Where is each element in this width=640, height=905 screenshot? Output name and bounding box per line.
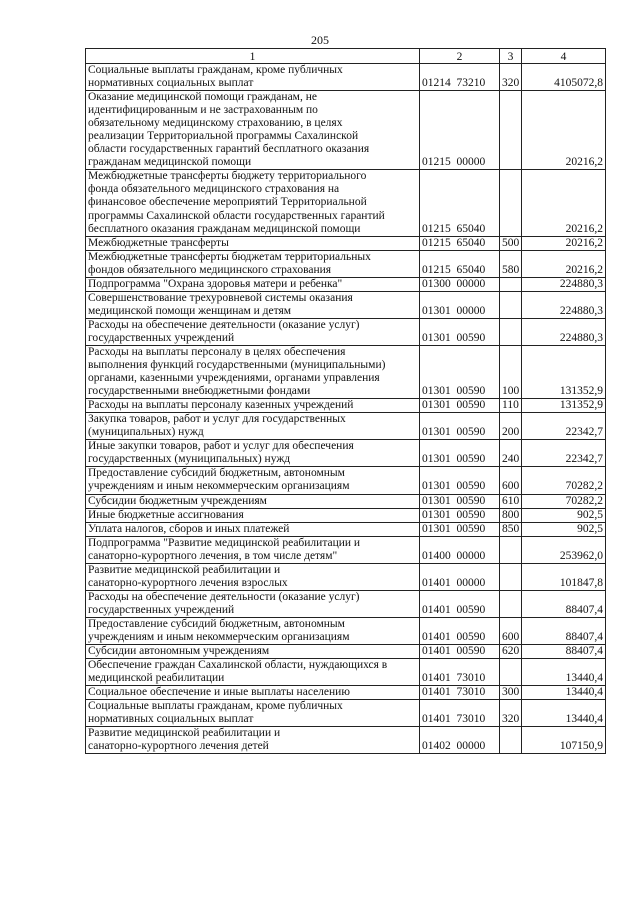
row-expense-type-cell: 600 [500, 617, 522, 644]
table-row [86, 645, 606, 659]
row-name-cell: Предоставление субсидий бюджетным, автономным учреждениям и иным некоммерческим организациям [86, 617, 420, 644]
row-code-cell: 01402 00000 [420, 727, 500, 754]
row-sum-cell: 253962,0 [522, 536, 606, 563]
row-sum-cell: 20216,2 [522, 250, 606, 277]
row-name-cell: Подпрограмма "Охрана здоровья матери и ребенка" [86, 277, 420, 291]
table-row [86, 440, 606, 467]
table-header [86, 49, 606, 64]
row-sum-cell: 902,5 [522, 508, 606, 522]
row-name-cell: Расходы на выплаты персоналу казенных учреждений [86, 399, 420, 413]
row-sum-cell: 101847,8 [522, 563, 606, 590]
row-expense-type-cell [500, 170, 522, 236]
table-row [86, 659, 606, 686]
table-row [86, 617, 606, 644]
row-sum-cell: 20216,2 [522, 236, 606, 250]
row-expense-type-cell [500, 590, 522, 617]
column-header-name: 1 [86, 49, 420, 64]
row-code-cell: 01301 00590 [420, 399, 500, 413]
row-sum-cell: 88407,4 [522, 645, 606, 659]
row-expense-type-cell [500, 536, 522, 563]
row-name-cell: Социальное обеспечение и иные выплаты населению [86, 686, 420, 700]
table-row [86, 494, 606, 508]
row-expense-type-cell: 110 [500, 399, 522, 413]
row-sum-cell: 13440,4 [522, 659, 606, 686]
row-name-cell: Уплата налогов, сборов и иных платежей [86, 522, 420, 536]
row-code-cell: 01301 00590 [420, 467, 500, 494]
row-expense-type-cell: 620 [500, 645, 522, 659]
row-code-cell: 01401 73010 [420, 659, 500, 686]
row-name-cell: Межбюджетные трансферты бюджету территориального фонда обязательного медицинского страхования на финансовое обеспечение мероприятий Территориальной программы Сахалинской области государственных гарантий бесплатного оказания гражданам медицинской помощи [86, 170, 420, 236]
row-code-cell: 01215 00000 [420, 91, 500, 170]
table-row [86, 590, 606, 617]
column-header-code: 2 [420, 49, 500, 64]
row-sum-cell: 13440,4 [522, 686, 606, 700]
row-name-cell: Социальные выплаты гражданам, кроме публичных нормативных социальных выплат [86, 64, 420, 91]
row-code-cell: 01215 65040 [420, 236, 500, 250]
table-row [86, 467, 606, 494]
row-name-cell: Иные бюджетные ассигнования [86, 508, 420, 522]
row-sum-cell: 88407,4 [522, 590, 606, 617]
row-sum-cell: 70282,2 [522, 467, 606, 494]
row-sum-cell: 107150,9 [522, 727, 606, 754]
row-code-cell: 01300 00000 [420, 277, 500, 291]
row-expense-type-cell [500, 727, 522, 754]
row-name-cell: Социальные выплаты гражданам, кроме публичных нормативных социальных выплат [86, 700, 420, 727]
page-number: 205 [311, 33, 329, 47]
row-expense-type-cell [500, 91, 522, 170]
row-expense-type-cell: 300 [500, 686, 522, 700]
row-sum-cell: 224880,3 [522, 291, 606, 318]
row-name-cell: Субсидии бюджетным учреждениям [86, 494, 420, 508]
row-sum-cell: 22342,7 [522, 440, 606, 467]
row-code-cell: 01301 00590 [420, 522, 500, 536]
row-expense-type-cell: 100 [500, 345, 522, 398]
row-sum-cell: 224880,3 [522, 277, 606, 291]
row-sum-cell: 902,5 [522, 522, 606, 536]
row-code-cell: 01401 00590 [420, 645, 500, 659]
row-sum-cell: 131352,9 [522, 345, 606, 398]
row-expense-type-cell: 800 [500, 508, 522, 522]
row-code-cell: 01301 00590 [420, 413, 500, 440]
row-expense-type-cell: 610 [500, 494, 522, 508]
row-code-cell: 01401 73010 [420, 686, 500, 700]
row-name-cell: Субсидии автономным учреждениям [86, 645, 420, 659]
row-code-cell: 01401 00590 [420, 617, 500, 644]
row-expense-type-cell [500, 659, 522, 686]
row-expense-type-cell: 580 [500, 250, 522, 277]
row-code-cell: 01401 73010 [420, 700, 500, 727]
table-row [86, 399, 606, 413]
row-code-cell: 01301 00590 [420, 508, 500, 522]
row-name-cell: Оказание медицинской помощи гражданам, не идентифицированным и не застрахованным по обязательному медицинскому страхованию, в целях реализации Территориальной программы Сахалинской области государственных гарантий бесплатного оказания гражданам медицинской помощи [86, 91, 420, 170]
table-row [86, 686, 606, 700]
row-expense-type-cell: 200 [500, 413, 522, 440]
row-code-cell: 01301 00000 [420, 291, 500, 318]
row-expense-type-cell: 320 [500, 700, 522, 727]
row-sum-cell: 70282,2 [522, 494, 606, 508]
table-row [86, 563, 606, 590]
row-sum-cell: 224880,3 [522, 318, 606, 345]
table-row [86, 170, 606, 236]
row-code-cell: 01301 00590 [420, 440, 500, 467]
column-header-sum: 4 [522, 49, 606, 64]
table-row [86, 250, 606, 277]
table-row [86, 91, 606, 170]
budget-table [85, 48, 606, 754]
table-row [86, 700, 606, 727]
row-name-cell: Обеспечение граждан Сахалинской области, нуждающихся в медицинской реабилитации [86, 659, 420, 686]
table-row [86, 727, 606, 754]
row-expense-type-cell: 240 [500, 440, 522, 467]
table-row [86, 413, 606, 440]
row-name-cell: Закупка товаров, работ и услуг для государственных (муниципальных) нужд [86, 413, 420, 440]
row-name-cell: Развитие медицинской реабилитации и санаторно-курортного лечения детей [86, 727, 420, 754]
row-expense-type-cell [500, 318, 522, 345]
table-row [86, 345, 606, 398]
row-code-cell: 01215 65040 [420, 250, 500, 277]
table-row [86, 277, 606, 291]
row-expense-type-cell: 600 [500, 467, 522, 494]
table-row [86, 318, 606, 345]
row-name-cell: Расходы на обеспечение деятельности (оказание услуг) государственных учреждений [86, 318, 420, 345]
row-name-cell: Расходы на выплаты персоналу в целях обеспечения выполнения функций государственными (муниципальными) органами, казенными учреждениями, органами управления государственными внебюджетными фондами [86, 345, 420, 398]
row-name-cell: Подпрограмма "Развитие медицинской реабилитации и санаторно-курортного лечения, в том числе детям" [86, 536, 420, 563]
header-row [86, 49, 606, 64]
row-code-cell: 01401 00000 [420, 563, 500, 590]
row-name-cell: Межбюджетные трансферты бюджетам территориальных фондов обязательного медицинского страхования [86, 250, 420, 277]
row-sum-cell: 131352,9 [522, 399, 606, 413]
row-expense-type-cell: 500 [500, 236, 522, 250]
row-code-cell: 01301 00590 [420, 345, 500, 398]
row-code-cell: 01401 00590 [420, 590, 500, 617]
row-name-cell: Совершенствование трехуровневой системы оказания медицинской помощи женщинам и детям [86, 291, 420, 318]
table-row [86, 291, 606, 318]
row-sum-cell: 20216,2 [522, 170, 606, 236]
row-sum-cell: 13440,4 [522, 700, 606, 727]
row-expense-type-cell [500, 277, 522, 291]
table-row [86, 64, 606, 91]
row-expense-type-cell: 320 [500, 64, 522, 91]
row-expense-type-cell [500, 291, 522, 318]
row-name-cell: Предоставление субсидий бюджетным, автономным учреждениям и иным некоммерческим организациям [86, 467, 420, 494]
row-sum-cell: 4105072,8 [522, 64, 606, 91]
row-name-cell: Межбюджетные трансферты [86, 236, 420, 250]
table-row [86, 536, 606, 563]
row-name-cell: Иные закупки товаров, работ и услуг для обеспечения государственных (муниципальных) нужд [86, 440, 420, 467]
row-sum-cell: 20216,2 [522, 91, 606, 170]
row-code-cell: 01400 00000 [420, 536, 500, 563]
row-code-cell: 01301 00590 [420, 494, 500, 508]
row-expense-type-cell: 850 [500, 522, 522, 536]
row-sum-cell: 88407,4 [522, 617, 606, 644]
row-code-cell: 01214 73210 [420, 64, 500, 91]
row-expense-type-cell [500, 563, 522, 590]
row-name-cell: Развитие медицинской реабилитации и санаторно-курортного лечения взрослых [86, 563, 420, 590]
table-row [86, 236, 606, 250]
row-sum-cell: 22342,7 [522, 413, 606, 440]
table-row [86, 522, 606, 536]
table-row [86, 508, 606, 522]
row-name-cell: Расходы на обеспечение деятельности (оказание услуг) государственных учреждений [86, 590, 420, 617]
row-code-cell: 01215 65040 [420, 170, 500, 236]
row-code-cell: 01301 00590 [420, 318, 500, 345]
table-body [86, 64, 606, 754]
column-header-expense-type: 3 [500, 49, 522, 64]
